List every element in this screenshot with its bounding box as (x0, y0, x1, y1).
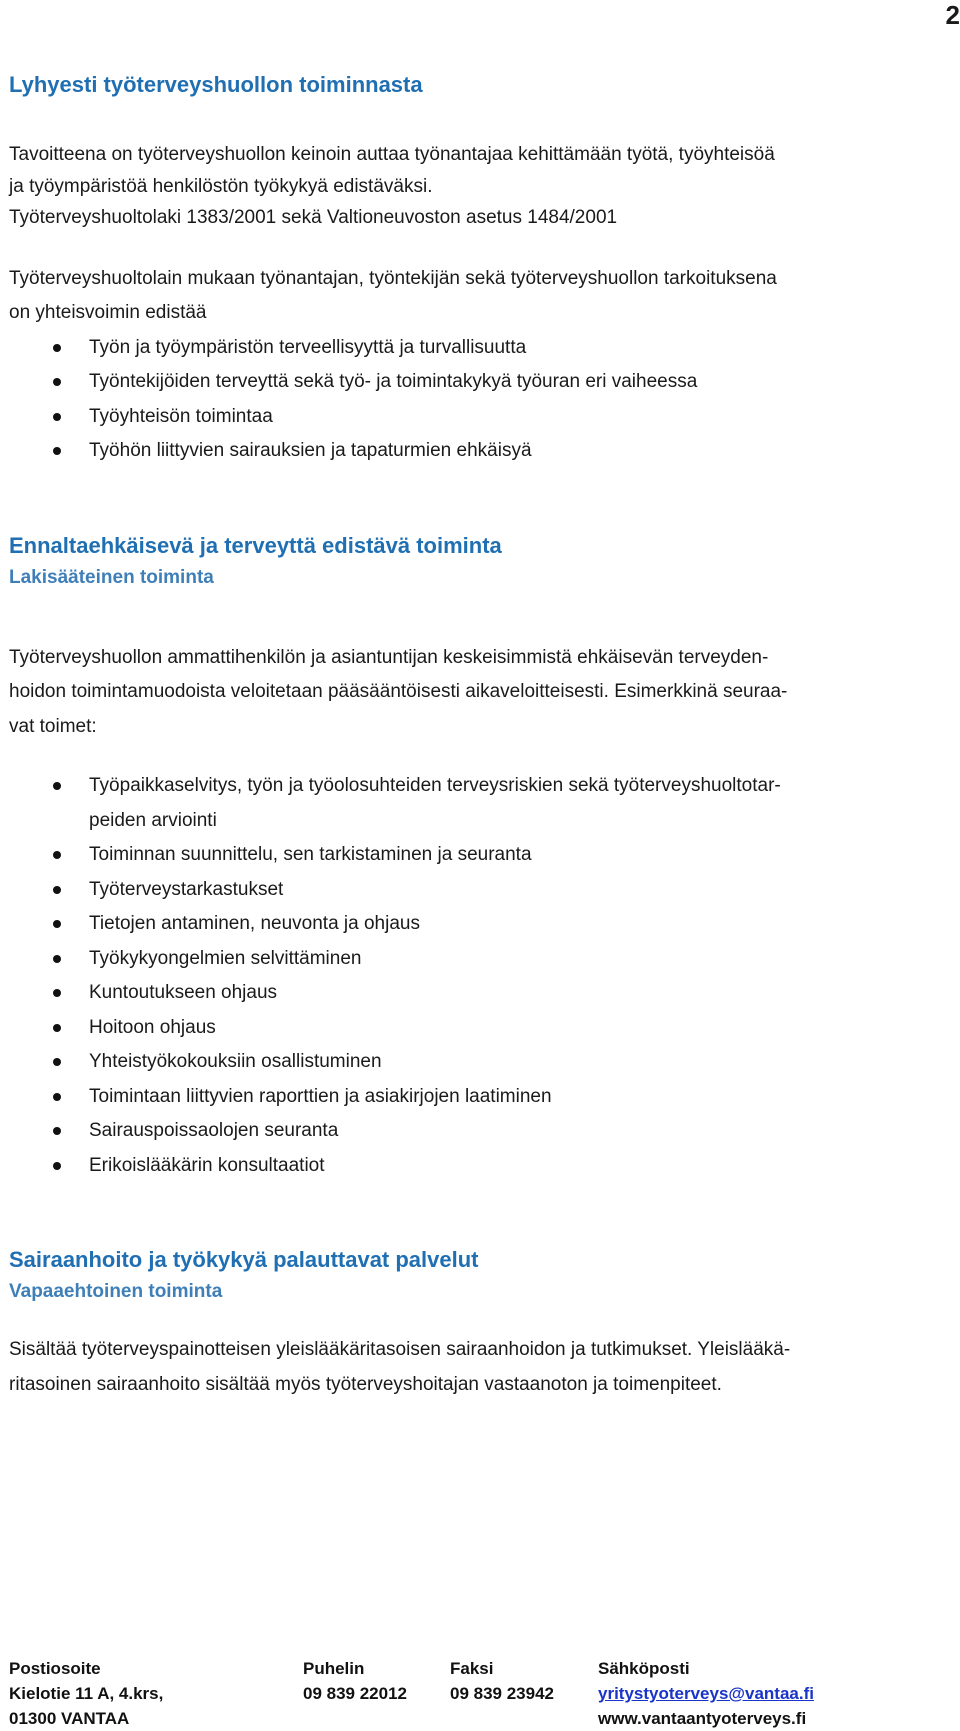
list-item: Työn ja työympäristön terveellisyyttä ja turvallisuutta (89, 331, 954, 366)
footer-phone-number: 09 839 22012 (303, 1684, 407, 1703)
footer-phone-label: Puhelin (303, 1659, 365, 1678)
section-title-overview: Lyhyesti työterveyshuollon toiminnasta (9, 72, 423, 97)
list-item: Erikoislääkärin konsultaatiot (89, 1149, 954, 1184)
list-item: Työterveystarkastukset (89, 873, 954, 908)
law-purpose-line2: on yhteisvoimin edistää (9, 302, 207, 323)
section-subtitle-statutory: Lakisääteinen toiminta (9, 566, 214, 588)
list-item: Kuntoutukseen ohjaus (89, 976, 954, 1011)
list-item: Työhön liittyvien sairauksien ja tapaturmien ehkäisyä (89, 434, 954, 469)
list-item: Työkykyongelmien selvittäminen (89, 942, 954, 977)
preventive-paragraph-line3: vat toimet: (9, 715, 97, 737)
section-subtitle-voluntary: Vapaaehtoinen toiminta (9, 1281, 223, 1302)
goal-paragraph-line2: ja työympäristöä henkilöstön työkykyä edistäväksi. (9, 175, 433, 197)
footer-fax-number: 09 839 23942 (450, 1684, 554, 1703)
preventive-paragraph-line2: hoidon toimintamuodoista veloitetaan pääsääntöisesti aikaveloitteisesti. Esimerkkinä seuraa- (9, 681, 788, 702)
section-title-preventive: Ennaltaehkäisevä ja terveyttä edistävä toiminta (9, 532, 502, 558)
footer-email-link[interactable]: yritystyoterveys@vantaa.fi (598, 1684, 814, 1703)
list-item-line2: peiden arviointi (89, 809, 217, 831)
list-item: Sairauspoissaolojen seuranta (89, 1114, 954, 1149)
document-body (9, 68, 954, 1402)
section-title-medical-care: Sairaanhoito ja työkykyä palauttavat palvelut (9, 1247, 479, 1272)
list-item (89, 769, 954, 838)
law-purpose-list (9, 331, 954, 469)
list-item: Tietojen antaminen, neuvonta ja ohjaus (89, 907, 954, 942)
list-item-line1: Työpaikkaselvitys, työn ja työolosuhteiden terveysriskien sekä työterveyshuoltotar- (89, 775, 781, 796)
footer-fax (450, 1656, 554, 1706)
footer-contact (598, 1656, 814, 1731)
law-reference: Työterveyshuoltolaki 1383/2001 sekä Valtioneuvoston asetus 1484/2001 (9, 207, 618, 228)
list-item: Työyhteisön toimintaa (89, 400, 954, 435)
list-item: Toiminnan suunnittelu, sen tarkistaminen ja seuranta (89, 838, 954, 873)
list-item: Toimintaan liittyvien raporttien ja asiakirjojen laatiminen (89, 1080, 954, 1115)
footer-address-line1: Kielotie 11 A, 4.krs, (9, 1684, 164, 1703)
medical-paragraph-line2: ritasoinen sairaanhoito sisältää myös työterveyshoitajan vastaanoton ja toimenpiteet. (9, 1373, 722, 1395)
footer-email-label: Sähköposti (598, 1659, 690, 1678)
page-number: 2 (945, 0, 960, 30)
law-purpose-line1: Työterveyshuoltolain mukaan työnantajan, työntekijän sekä työterveyshuollon tarkoituksena (9, 267, 777, 289)
list-item: Työntekijöiden terveyttä sekä työ- ja toimintakykyä työuran eri vaiheessa (89, 365, 954, 400)
footer-address-label: Postiosoite (9, 1659, 101, 1678)
preventive-actions-list (9, 769, 954, 1183)
preventive-paragraph-line1: Työterveyshuollon ammattihenkilön ja asiantuntijan keskeisimmistä ehkäisevän terveyden- (9, 646, 769, 668)
footer-website[interactable]: www.vantaantyoterveys.fi (598, 1709, 807, 1728)
list-item: Hoitoon ohjaus (89, 1011, 954, 1046)
footer-fax-label: Faksi (450, 1659, 494, 1678)
footer-phone (303, 1656, 407, 1706)
medical-paragraph-line1: Sisältää työterveyspainotteisen yleislääkäritasoisen sairaanhoidon ja tutkimukset. Yleislääkä- (9, 1339, 791, 1360)
goal-paragraph-line1: Tavoitteena on työterveyshuollon keinoin auttaa työnantajaa kehittämään työtä, työyhteisöä (9, 144, 775, 165)
footer-address (9, 1656, 163, 1731)
list-item: Yhteistyökokouksiin osallistuminen (89, 1045, 954, 1080)
footer-address-line2: 01300 VANTAA (9, 1709, 130, 1728)
